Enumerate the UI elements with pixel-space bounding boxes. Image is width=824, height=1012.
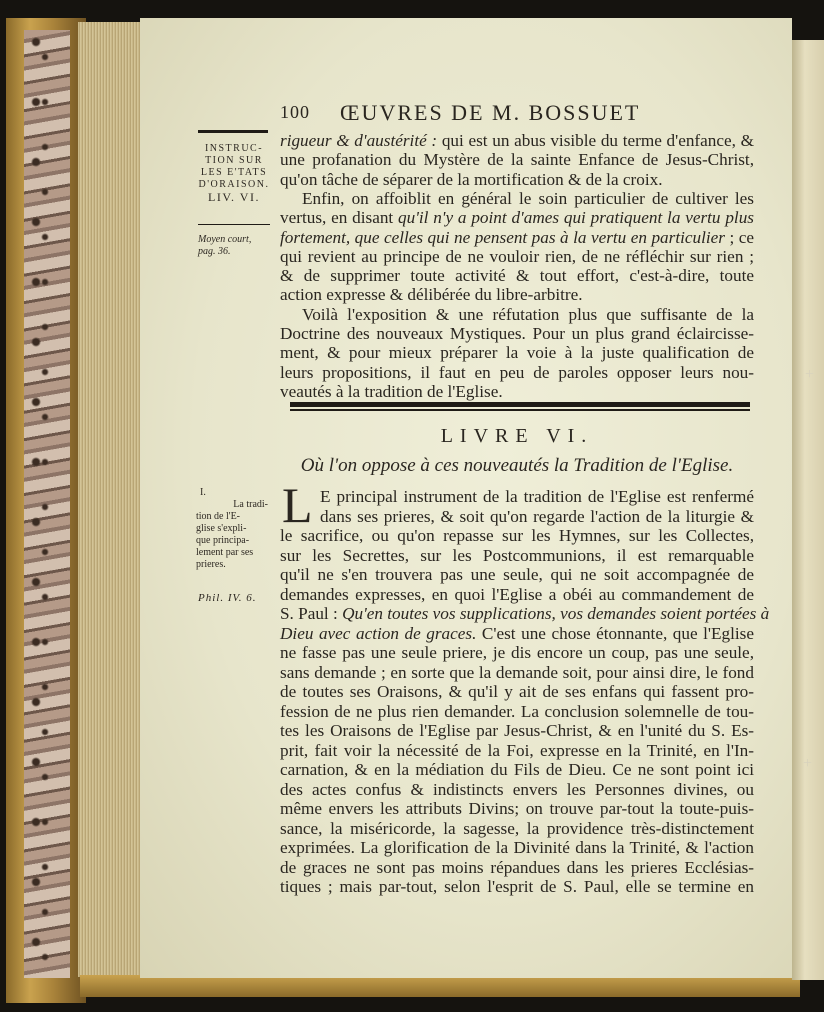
text-line bbox=[280, 228, 754, 248]
text-line bbox=[280, 150, 754, 170]
text-line bbox=[280, 799, 754, 819]
text-line bbox=[280, 721, 754, 741]
section-rule-thin bbox=[290, 409, 750, 411]
text-segment: fortement, que celles qui ne pensent pas à la vertu en particulier bbox=[280, 227, 725, 247]
text-line bbox=[280, 266, 754, 286]
text-segment: C'est une chose étonnante, que l'Eglise bbox=[476, 623, 754, 643]
margin-rule bbox=[198, 130, 268, 133]
text-line bbox=[280, 343, 754, 363]
margin-reference-moyen-court bbox=[198, 234, 251, 258]
margin-ref-line: pag. 36. bbox=[198, 246, 231, 257]
text-segment: sans demande ; en sorte que la demande soit, pour ainsi dire, le fond bbox=[280, 662, 754, 682]
text-segment: leurs propositions, il faut en peu de paroles opposer leurs nou- bbox=[280, 362, 754, 382]
margin-note-line: tion de l'E- bbox=[196, 511, 241, 522]
text-line bbox=[280, 382, 754, 402]
text-segment: le sacrifice, ou qu'on repasse sur les Hymnes, sur les Collectes, bbox=[280, 526, 754, 545]
text-segment: ; ce bbox=[724, 227, 754, 247]
text-segment: dans ses prieres, & soit qu'on regarde l'action de la liturgie & bbox=[320, 506, 754, 526]
text-segment: de toutes ses Oraisons, & qu'il y ait de ses enfans qui fassent pro- bbox=[280, 682, 754, 701]
margin-mark: + bbox=[803, 755, 813, 772]
text-segment: qui est un abus visible du terme d'enfance, & bbox=[437, 131, 754, 150]
text-segment: qu'on tâche de séparer de la mortification & de la croix. bbox=[280, 169, 663, 189]
text-line bbox=[280, 208, 754, 228]
book-subtitle: Où l'on oppose à ces nouveautés la Tradition de l'Eglise. bbox=[300, 455, 734, 476]
text-line bbox=[280, 838, 754, 858]
text-segment: sance, la miséricorde, la sagesse, la providence très-distinctement bbox=[280, 818, 754, 838]
text-line bbox=[280, 741, 754, 761]
text-segment: prit, fait voir la nécessité de la Foi, expresse en la Trinité, en l'In- bbox=[280, 740, 754, 760]
text-line bbox=[280, 819, 754, 839]
text-line bbox=[320, 487, 754, 507]
text-segment: E principal instrument de la tradition de l'Eglise est renfermé bbox=[320, 487, 754, 506]
facing-page-edge bbox=[792, 40, 824, 980]
text-line bbox=[280, 247, 754, 267]
margin-title-line: INSTRUC- bbox=[204, 143, 264, 154]
text-segment: Qu'en toutes vos supplications, vos demandes soient portées à bbox=[342, 604, 770, 623]
margin-note-number: I. bbox=[200, 487, 206, 498]
text-line bbox=[280, 682, 754, 702]
margin-section-title bbox=[196, 143, 272, 203]
drop-cap: L bbox=[282, 477, 313, 533]
margin-title-line: TION SUR bbox=[205, 155, 263, 166]
book-title: LIVRE VI. bbox=[440, 425, 594, 447]
text-line bbox=[280, 643, 754, 663]
margin-note-line: que principa- bbox=[196, 535, 250, 546]
page-stack-edge bbox=[78, 22, 142, 977]
marbled-endpaper bbox=[24, 30, 70, 978]
text-segment: même envers les attributs Divins; on trouve par-tout la toute-puis- bbox=[280, 799, 754, 818]
text-line bbox=[280, 526, 754, 546]
text-line bbox=[280, 858, 754, 878]
margin-note-line: glise s'expli- bbox=[196, 523, 247, 534]
text-segment: qu'il ne s'en trouvera pas une seule, qui ne soit accompagnée de bbox=[280, 565, 754, 584]
margin-title-line: D'ORAISON. bbox=[198, 179, 270, 190]
section-rule-thick bbox=[290, 402, 750, 407]
running-header bbox=[280, 100, 750, 128]
margin-note-line: La tradi- bbox=[233, 499, 268, 510]
text-line bbox=[280, 585, 754, 605]
margin-divider bbox=[198, 224, 270, 225]
text-line bbox=[280, 131, 754, 151]
text-segment: Doctrine des nouveaux Mystiques. Pour un plus grand éclaircisse- bbox=[280, 324, 754, 343]
text-line bbox=[280, 760, 754, 780]
text-line bbox=[280, 363, 754, 383]
margin-title-line: LES E'TATS bbox=[200, 167, 268, 178]
text-segment: Voilà l'exposition & une réfutation plus que suffisante de la bbox=[302, 304, 754, 324]
text-line bbox=[280, 780, 754, 800]
text-line bbox=[280, 604, 770, 624]
text-segment: vertus, en disant bbox=[280, 208, 398, 228]
bottom-gilt-edge bbox=[80, 975, 800, 997]
text-segment: fession de ne plus rien demander. La conclusion solemnelle de tou- bbox=[280, 701, 754, 721]
text-segment: une profanation du Mystère de la sainte Enfance de Jesus-Christ, bbox=[280, 150, 754, 170]
text-line bbox=[280, 565, 754, 585]
text-segment: tiques ; mais par-tout, selon l'esprit de S. Paul, elle se termine en bbox=[280, 877, 754, 896]
text-segment: de graces ne sont pas moins répandues dans les prieres Ecclésias- bbox=[280, 857, 754, 877]
text-line bbox=[320, 507, 754, 527]
text-line bbox=[280, 546, 754, 566]
text-segment: Dieu avec action de graces. bbox=[280, 623, 477, 643]
text-segment: & de supprimer toute activité & tout effort, c'est-à-dire, toute bbox=[280, 266, 754, 286]
text-line bbox=[302, 305, 754, 325]
text-line bbox=[302, 189, 754, 209]
text-segment: sur les Secrettes, sur les Postcommunions, il est remarquable bbox=[280, 545, 754, 565]
text-segment: action expresse & délibérée du libre-arbitre. bbox=[280, 285, 583, 305]
margin-reference-philippians: Phil. IV. 6. bbox=[198, 592, 257, 604]
text-segment: demandes expresses, en quoi l'Eglise a obéi au commandement de bbox=[280, 584, 754, 604]
margin-mark: + bbox=[805, 366, 815, 383]
text-segment: qui revient au principe de ne vouloir rien, de ne réfléchir sur rien ; bbox=[280, 246, 754, 266]
text-line bbox=[280, 663, 754, 683]
text-segment: qu'il n'y a point d'ames qui pratiquent la vertu plus bbox=[398, 208, 754, 228]
margin-ref-line: Moyen court, bbox=[198, 234, 252, 245]
margin-note bbox=[196, 499, 268, 571]
text-segment: tes les Oraisons de l'Eglise par Jesus-Christ, & en l'unité du S. Es- bbox=[280, 721, 754, 740]
margin-note-line: prieres. bbox=[196, 559, 226, 570]
text-segment: ne fasse pas une seule priere, je dis encore un coup, pas une seule, bbox=[280, 643, 754, 662]
text-line bbox=[280, 170, 754, 190]
text-segment: S. Paul : bbox=[280, 604, 343, 623]
page-number: 100 bbox=[280, 102, 310, 122]
text-segment: rigueur & d'austérité : bbox=[280, 131, 438, 150]
running-title: ŒUVRES DE M. BOSSUET bbox=[340, 100, 641, 125]
text-line bbox=[280, 877, 754, 897]
text-line bbox=[280, 702, 754, 722]
text-segment: ment, & pour mieux préparer la voie à la juste qualification de bbox=[280, 343, 754, 363]
text-segment: des actes confus & indistincts envers les Personnes divines, ou bbox=[280, 779, 754, 799]
text-segment: exprimées. La glorification de la Divinité dans la Trinité, & l'action bbox=[280, 838, 754, 857]
text-line bbox=[280, 624, 754, 644]
margin-note-line: lement par ses bbox=[196, 547, 254, 558]
text-line bbox=[280, 324, 754, 344]
text-segment: veautés à la tradition de l'Eglise. bbox=[280, 381, 503, 401]
text-segment: carnation, & en la médiation du Fils de Dieu. Ce ne sont point ici bbox=[280, 760, 754, 779]
margin-title-line: LIV. VI. bbox=[208, 190, 260, 204]
text-segment: Enfin, on affoiblit en général le soin particulier de cultiver les bbox=[302, 188, 754, 208]
text-line bbox=[280, 285, 754, 305]
